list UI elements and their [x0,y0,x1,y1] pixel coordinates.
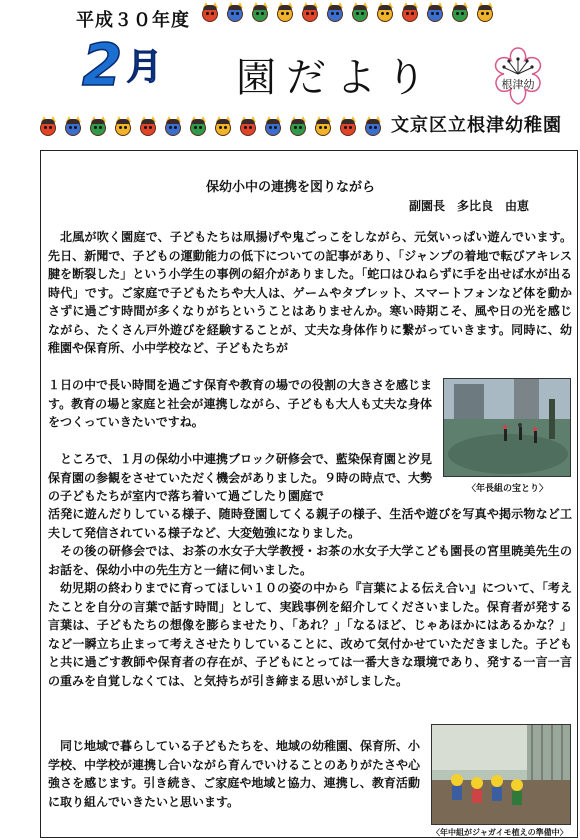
oni-icon [325,2,345,24]
article-heading: 保幼小中の連携を図りながら [206,180,376,195]
paragraph-1-continued [48,376,432,432]
oni-icon [38,116,58,138]
paragraph-2 [48,450,432,506]
oni-icon [213,116,233,138]
newsletter-title: 園だより [236,55,436,101]
paragraph-4-text: 幼児期の終わりまでに育ってほしい１０の姿の中から『言葉による伝え合い』について、「考えたことを自分の言葉で話す時間」として、実践事例を紹介してくださいました。保育者が発する言葉は、子どもたちの想像を膨らませたり、「あれ？」「なるほど、じゃあほかにはあるかな？」など一瞬立ち止まって考えさせたりしていることに、改めて気付かせていただきました。子どもと共に過ごす教師や保育者の存在が、子どもにとっては一番大きな環境であり、発する一言一言の重みを自覚しなくては、と気持ちが引き締まる思いがしました。 [48,581,572,688]
oni-icon [63,116,83,138]
oni-decoration-bottom [38,116,383,138]
paragraph-2-text: ところで、１月の保幼小中連携ブロック研修会で、藍染保育園と汐見保育園の参観をさせていただく機会がありました。９時の時点で、大勢の子どもたちが室内で落ち着いて過ごしたり園庭で [48,452,432,503]
paragraph-1 [48,228,572,358]
oni-icon [163,116,183,138]
school-logo [483,42,553,112]
garden-photo-icon [432,725,571,825]
paragraph-5 [48,737,420,811]
oni-icon [88,116,108,138]
oni-icon [113,116,133,138]
school-name: 文京区立根津幼稚園 [391,115,562,136]
oni-icon [425,2,445,24]
paragraph-1b-text: １日の中で長い時間を過ごす保育や教育の場での役割の大きさを感じます。教育の場と家庭と社会が連携しながら、子どもも大人も丈夫な身体をつくっていきたいですね。 [48,378,433,429]
photo-treasure-game [443,378,571,477]
photo-potato-planting [431,724,571,825]
playground-photo-icon [444,379,571,477]
fiscal-year: 平成３０年度 [76,10,190,31]
oni-icon [475,2,495,24]
logo-text: 根津幼 [501,78,535,91]
oni-icon [225,2,245,24]
article-author: 副園長 多比良 由恵 [409,199,530,213]
paragraph-3-text: その後の研修会では、お茶の水女子大学教授・お茶の水女子大学こども園長の宮里暁美先生のお話を、保幼小中の先生方と一緒に伺いました。 [48,544,572,577]
paragraph-2b-text: 活発に遊んだりしている様子、随時登園してくる親子の様子、生活や遊びを写真や掲示物など工夫して発信されている様子など、大変勉強になりました。 [48,507,572,540]
oni-icon [138,116,158,138]
oni-icon [288,116,308,138]
oni-icon [375,2,395,24]
oni-icon [188,116,208,138]
oni-icon [313,116,333,138]
month-kanji: 月 [126,47,163,88]
photo2-caption: 〈年中組がジャガイモ植えの準備中〉 [432,828,568,837]
oni-icon [350,2,370,24]
oni-icon [275,2,295,24]
oni-icon [338,116,358,138]
oni-icon [363,116,383,138]
oni-icon [450,2,470,24]
oni-icon [200,2,220,24]
oni-icon [238,116,258,138]
oni-icon [400,2,420,24]
oni-icon [250,2,270,24]
paragraph-1-text: 北風が吹く園庭で、子どもたちは凧揚げや鬼ごっこをしながら、元気いっぱい遊んでいます。先日、新聞で、子どもの運動能力の低下についての記事があり、「ジャンプの着地で転びアキレス腱を断裂した」という小学生の事例の紹介がありました。「蛇口はひねらずに手を出せば水が出る時代」です。ご家庭で子どもたちや大人は、ゲームやタブレット、スマートフォンなど体を動かさずに過ごす時間が多くなりがちということはありませんか。寒い時期こそ、風や日の光を感じながら、たくさん戸外遊びを経験することが、丈夫な身体作りに繋がっていきます。同時に、幼稚園や保育所、小中学校など、子どもたちが [48,230,572,355]
oni-icon [300,2,320,24]
month-number: 2 [82,31,123,99]
paragraph-5-text: 同じ地域で暮らしている子どもたちを、地域の幼稚園、保育所、小学校、中学校が連携し合いながら育んでいけることのありがたさや心強さを感じます。引き続き、ご家庭や地域と協力、連携し、教育活動に取り組んでいきたいと思います。 [48,739,421,809]
month-label [82,31,163,99]
paragraph-2-continued [48,505,572,690]
oni-icon [263,116,283,138]
oni-decoration-top [200,2,495,24]
photo1-caption: 〈年長組の宝とり〉 [467,484,549,494]
